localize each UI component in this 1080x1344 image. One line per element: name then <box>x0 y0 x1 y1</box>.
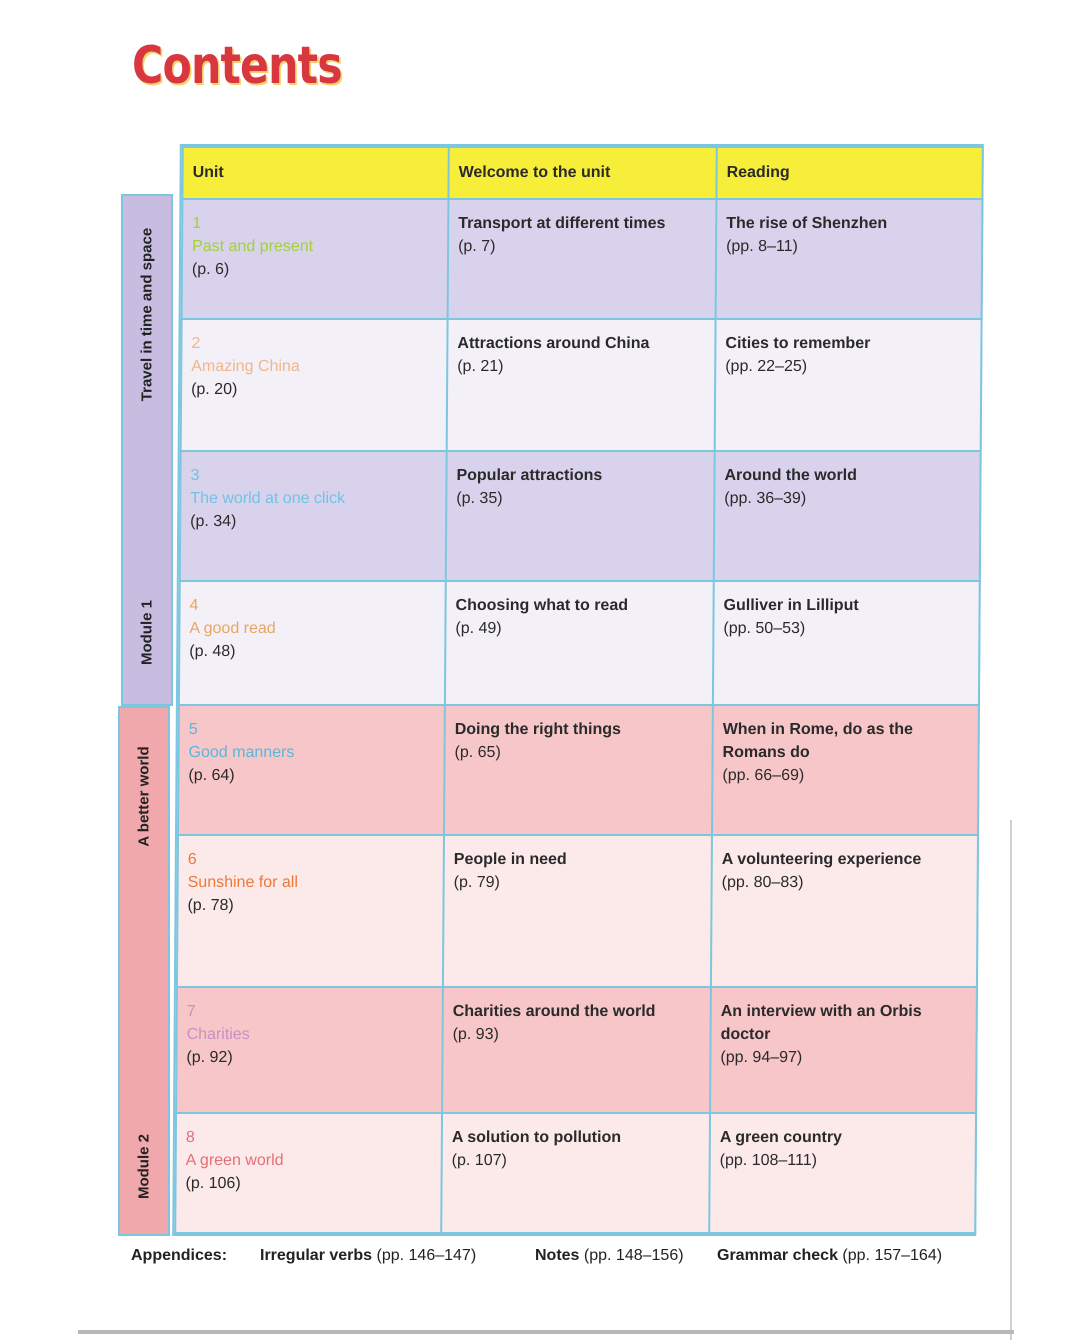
unit-name: Past and present <box>192 238 314 255</box>
unit-page: (p. 48) <box>189 643 236 660</box>
welcome-title: A solution to pollution <box>451 1129 622 1146</box>
table-row <box>178 705 979 835</box>
reading-title: When in Rome, do as the Romans do <box>722 721 914 761</box>
reading-cell <box>712 705 979 835</box>
unit-name: The world at one click <box>190 490 346 507</box>
reading-cell <box>709 1113 976 1233</box>
reading-page: (pp. 36–39) <box>724 490 807 507</box>
table-row <box>176 987 977 1113</box>
unit-name: A green world <box>185 1152 284 1169</box>
reading-page: (pp. 80–83) <box>721 874 804 891</box>
unit-cell <box>175 1113 442 1233</box>
unit-name: Charities <box>186 1026 250 1043</box>
reading-page: (pp. 8–11) <box>726 238 798 255</box>
unit-cell <box>182 199 449 319</box>
reading-title: A volunteering experience <box>721 851 922 868</box>
header-welcome: Welcome to the unit <box>448 147 716 199</box>
welcome-title: Transport at different times <box>458 215 666 232</box>
unit-name: Good manners <box>188 744 295 761</box>
reading-page: (pp. 94–97) <box>720 1049 803 1066</box>
unit-number: 6 <box>187 851 197 868</box>
table-row <box>175 1113 976 1233</box>
unit-name: Sunshine for all <box>187 874 299 891</box>
reading-cell <box>715 319 982 451</box>
module-1-bar <box>121 194 173 706</box>
reading-title: Gulliver in Lilliput <box>723 597 859 614</box>
welcome-title: Charities around the world <box>452 1003 656 1020</box>
reading-title: A green country <box>719 1129 843 1146</box>
reading-cell <box>716 199 983 319</box>
welcome-cell <box>445 581 714 705</box>
welcome-cell <box>441 1113 710 1233</box>
appendix-grammar-check: Grammar check (pp. 157–164) <box>717 1247 943 1264</box>
reading-page: (pp. 66–69) <box>722 767 805 784</box>
unit-cell <box>179 581 446 705</box>
page-bottom-edge <box>78 1330 1014 1334</box>
reading-page: (pp. 108–111) <box>719 1152 818 1169</box>
table-row <box>181 319 982 451</box>
unit-page: (p. 6) <box>191 261 230 278</box>
welcome-cell <box>446 451 715 581</box>
unit-page: (p. 34) <box>190 513 237 530</box>
unit-page: (p. 92) <box>186 1049 233 1066</box>
header-reading: Reading <box>716 147 982 199</box>
unit-page: (p. 106) <box>185 1175 241 1192</box>
reading-title: The rise of Shenzhen <box>726 215 888 232</box>
unit-name: Amazing China <box>191 358 300 375</box>
module-1-label: Module 1 <box>138 599 156 666</box>
reading-page: (pp. 22–25) <box>725 358 808 375</box>
reading-title: Cities to remember <box>725 335 871 352</box>
welcome-cell <box>442 987 711 1113</box>
welcome-page: (p. 65) <box>454 744 501 761</box>
reading-cell <box>711 835 978 987</box>
welcome-title: Choosing what to read <box>455 597 629 614</box>
table-row <box>179 581 980 705</box>
unit-page: (p. 78) <box>187 897 234 914</box>
unit-number: 4 <box>189 597 199 614</box>
appendix-notes: Notes (pp. 148–156) <box>535 1247 684 1264</box>
welcome-page: (p. 49) <box>455 620 502 637</box>
contents-table <box>172 144 984 1236</box>
table-row <box>182 199 983 319</box>
table-row <box>177 835 978 987</box>
welcome-cell <box>443 835 712 987</box>
module-2-theme: A better world <box>135 746 153 847</box>
module-2-label: Module 2 <box>135 1133 153 1200</box>
welcome-title: Popular attractions <box>456 467 603 484</box>
unit-cell <box>176 987 443 1113</box>
reading-cell <box>713 581 980 705</box>
unit-cell <box>180 451 447 581</box>
unit-name: A good read <box>189 620 276 637</box>
unit-number: 7 <box>186 1003 196 1020</box>
welcome-page: (p. 79) <box>453 874 500 891</box>
unit-number: 2 <box>191 335 201 352</box>
reading-title: An interview with an Orbis doctor <box>720 1003 922 1043</box>
welcome-title: Doing the right things <box>454 721 621 738</box>
module-1-theme: Travel in time and space <box>138 227 156 402</box>
unit-cell <box>178 705 445 835</box>
welcome-page: (p. 107) <box>451 1152 507 1169</box>
welcome-page: (p. 35) <box>456 490 503 507</box>
appendices-label: Appendices: <box>131 1247 228 1264</box>
reading-cell <box>710 987 977 1113</box>
welcome-page: (p. 21) <box>457 358 504 375</box>
appendix-irregular-verbs: Irregular verbs (pp. 146–147) <box>260 1247 477 1264</box>
module-2-bar <box>118 706 170 1236</box>
unit-number: 3 <box>190 467 200 484</box>
welcome-title: People in need <box>453 851 567 868</box>
welcome-cell <box>447 319 716 451</box>
unit-cell <box>177 835 444 987</box>
header-unit: Unit <box>182 147 448 199</box>
welcome-cell <box>448 199 717 319</box>
table-header-row <box>182 147 982 199</box>
welcome-page: (p. 7) <box>458 238 496 255</box>
unit-page: (p. 20) <box>191 381 238 398</box>
unit-number: 1 <box>192 215 202 232</box>
unit-page: (p. 64) <box>188 767 235 784</box>
unit-number: 5 <box>188 721 198 738</box>
page-title: Contents <box>132 36 342 96</box>
reading-page: (pp. 50–53) <box>723 620 806 637</box>
reading-cell <box>714 451 981 581</box>
unit-cell <box>181 319 448 451</box>
welcome-title: Attractions around China <box>457 335 650 352</box>
welcome-cell <box>444 705 713 835</box>
page-edge-shadow <box>1010 820 1012 1340</box>
reading-title: Around the world <box>724 467 857 484</box>
welcome-page: (p. 93) <box>452 1026 499 1043</box>
unit-number: 8 <box>185 1129 195 1146</box>
table-row <box>180 451 981 581</box>
